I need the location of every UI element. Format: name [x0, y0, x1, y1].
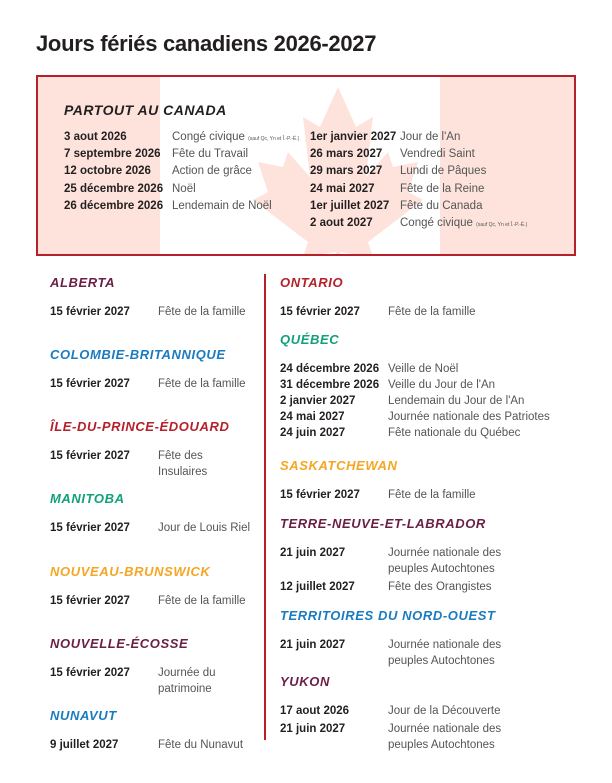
holiday-name [172, 181, 196, 198]
holiday-row [50, 304, 255, 320]
holiday-date: 3 aout 2026 [64, 131, 127, 143]
holiday-name: Fête de la famille [158, 306, 246, 318]
holiday-row [280, 703, 580, 719]
holiday-name: Jour de la Découverte [388, 705, 501, 717]
province-section [50, 347, 255, 394]
holiday-name: Journée nationale des peuples Autochtones [388, 639, 502, 667]
holiday-name: Journée nationale des peuples Autochtones [388, 547, 502, 575]
holiday-name [400, 198, 482, 215]
holiday-row [64, 163, 299, 180]
holiday-date: 21 juin 2027 [280, 639, 346, 651]
province-section [280, 674, 580, 755]
holiday-name [172, 198, 272, 215]
province-section [280, 608, 580, 671]
page-title: Jours fériés canadiens 2026-2027 [36, 31, 377, 56]
province-heading: TERRE-NEUVE-ET-LABRADOR [280, 516, 486, 531]
holiday-name [172, 163, 252, 180]
holiday-date: 15 février 2027 [50, 450, 130, 462]
holiday-name [400, 129, 460, 146]
national-heading: PARTOUT AU CANADA [64, 102, 227, 118]
holiday-row [310, 146, 527, 163]
holiday-row [280, 409, 580, 425]
holiday-date: 15 février 2027 [50, 306, 130, 318]
holiday-date: 15 février 2027 [50, 667, 130, 679]
holiday-row [50, 593, 255, 609]
holiday-date: 24 mai 2027 [280, 411, 345, 423]
holiday-name [172, 146, 248, 163]
holiday-name: Fête des Insulaires [158, 450, 208, 478]
province-heading: ÎLE-DU-PRINCE-ÉDOUARD [50, 419, 230, 434]
province-heading: ALBERTA [50, 275, 116, 290]
holiday-name-text: Fête du Travail [172, 148, 249, 161]
province-heading: MANITOBA [50, 491, 125, 506]
holiday-name-text: Vendredi Saint [400, 148, 475, 161]
holiday-name-text: Congé civique [172, 131, 245, 143]
holiday-name [400, 146, 475, 163]
province-heading: NUNAVUT [50, 708, 117, 723]
holiday-date: 29 mars 2027 [310, 165, 383, 178]
province-heading: SASKATCHEWAN [280, 458, 398, 473]
holiday-name: Fête nationale du Québec [388, 427, 521, 439]
holiday-name-text: Jour de l'An [400, 131, 461, 143]
province-section [50, 275, 255, 322]
province-heading: NOUVELLE-ÉCOSSE [50, 636, 189, 651]
holiday-note: (sauf Qc, Yn et Î.-P.-É.) [248, 136, 300, 142]
holiday-date: 24 mai 2027 [310, 182, 375, 195]
holiday-date: 2 janvier 2027 [280, 395, 356, 407]
holiday-date: 26 mars 2027 [310, 148, 383, 161]
province-section [50, 491, 255, 538]
holiday-row [280, 393, 580, 409]
holiday-row [310, 181, 527, 198]
province-section [280, 458, 580, 505]
holiday-name-text: Noël [172, 182, 196, 195]
holiday-name-text: Action de grâce [172, 165, 252, 178]
province-section [280, 275, 580, 322]
province-section [280, 516, 580, 597]
province-heading: COLOMBIE-BRITANNIQUE [50, 347, 226, 362]
holiday-date: 1er juillet 2027 [310, 199, 390, 212]
holiday-date: 9 juillet 2027 [50, 739, 119, 751]
holiday-date: 17 aout 2026 [280, 705, 350, 717]
holiday-row [280, 425, 580, 441]
holiday-date: 31 décembre 2026 [280, 379, 380, 391]
holiday-date: 25 décembre 2026 [64, 182, 164, 195]
province-heading: NOUVEAU-BRUNSWICK [50, 564, 211, 579]
holiday-date: 15 février 2027 [50, 522, 130, 534]
holiday-name: Fête des Orangistes [388, 581, 492, 593]
province-section [50, 636, 255, 699]
province-section [50, 419, 255, 482]
holiday-name: Fête de la famille [388, 306, 476, 318]
holiday-row [64, 198, 299, 215]
holiday-row [310, 129, 527, 146]
holiday-name: Fête de la famille [158, 595, 246, 607]
holiday-row [50, 737, 255, 753]
holiday-row [50, 665, 255, 697]
province-heading: YUKON [280, 674, 330, 689]
holiday-name: Fête du Nunavut [158, 739, 244, 751]
holiday-name: Journée nationale des Patriotes [388, 411, 550, 423]
holiday-name-text: Fête du Canada [400, 199, 483, 212]
holiday-name-text: Lendemain de Noël [172, 199, 272, 212]
holiday-date: 15 février 2027 [50, 378, 130, 390]
holiday-name-text: Lundi de Pâques [400, 165, 487, 178]
holiday-row [310, 198, 527, 215]
holiday-name: Fête de la famille [388, 489, 476, 501]
holiday-row [50, 448, 255, 480]
holiday-row [64, 129, 299, 146]
holiday-date: 12 juillet 2027 [280, 581, 355, 593]
holiday-name: Jour de Louis Riel [158, 522, 251, 534]
holiday-date: 2 aout 2027 [310, 216, 373, 229]
holiday-date: 24 juin 2027 [280, 427, 346, 439]
holiday-row [64, 146, 299, 163]
national-holidays-box [36, 75, 576, 256]
holiday-date: 24 décembre 2026 [280, 363, 380, 375]
holiday-name-text: Congé civique [400, 216, 473, 229]
holiday-name-text: Fête de la Reine [400, 182, 485, 195]
national-col2 [310, 129, 527, 232]
holiday-row [50, 376, 255, 392]
holiday-row [280, 487, 580, 503]
holiday-date: 26 décembre 2026 [64, 199, 164, 212]
holiday-date: 15 février 2027 [50, 595, 130, 607]
holiday-name [400, 215, 527, 232]
holiday-date: 7 septembre 2026 [64, 148, 161, 161]
column-divider [264, 274, 266, 740]
national-col1 [64, 129, 299, 215]
holiday-row [280, 721, 580, 753]
holiday-date: 15 février 2027 [280, 489, 360, 501]
province-heading: ONTARIO [280, 275, 344, 290]
holiday-date: 21 juin 2027 [280, 547, 346, 559]
holiday-row [280, 637, 580, 669]
holiday-name: Journée du patrimoine [158, 667, 216, 695]
holiday-name: Lendemain du Jour de l'An [388, 395, 525, 407]
holiday-date: 15 février 2027 [280, 306, 360, 318]
holiday-date: 21 juin 2027 [280, 723, 346, 735]
holiday-row [280, 377, 580, 393]
holiday-name: Journée nationale des peuples Autochtones [388, 723, 502, 751]
holiday-row [50, 520, 255, 536]
holiday-row [310, 163, 527, 180]
holiday-date: 12 octobre 2026 [64, 165, 151, 178]
holiday-name: Veille de Noël [388, 363, 459, 375]
province-heading: TERRITOIRES DU NORD-OUEST [280, 608, 496, 623]
holiday-note: (sauf Qc, Yn et Î.-P.-É.) [476, 221, 528, 228]
holiday-row [64, 181, 299, 198]
province-heading: QUÉBEC [280, 332, 340, 347]
holiday-row [310, 215, 527, 232]
holiday-name [400, 163, 486, 180]
province-section [280, 332, 580, 441]
holiday-name [172, 129, 299, 146]
holiday-name [400, 181, 484, 198]
holiday-name: Veille du Jour de l'An [388, 379, 496, 391]
holiday-name: Fête de la famille [158, 378, 246, 390]
province-section [50, 708, 255, 755]
holiday-row [280, 304, 580, 320]
holiday-row [280, 579, 580, 595]
holiday-row [280, 361, 580, 377]
province-section [50, 564, 255, 611]
holiday-date: 1er janvier 2027 [310, 131, 397, 143]
holiday-row [280, 545, 580, 577]
